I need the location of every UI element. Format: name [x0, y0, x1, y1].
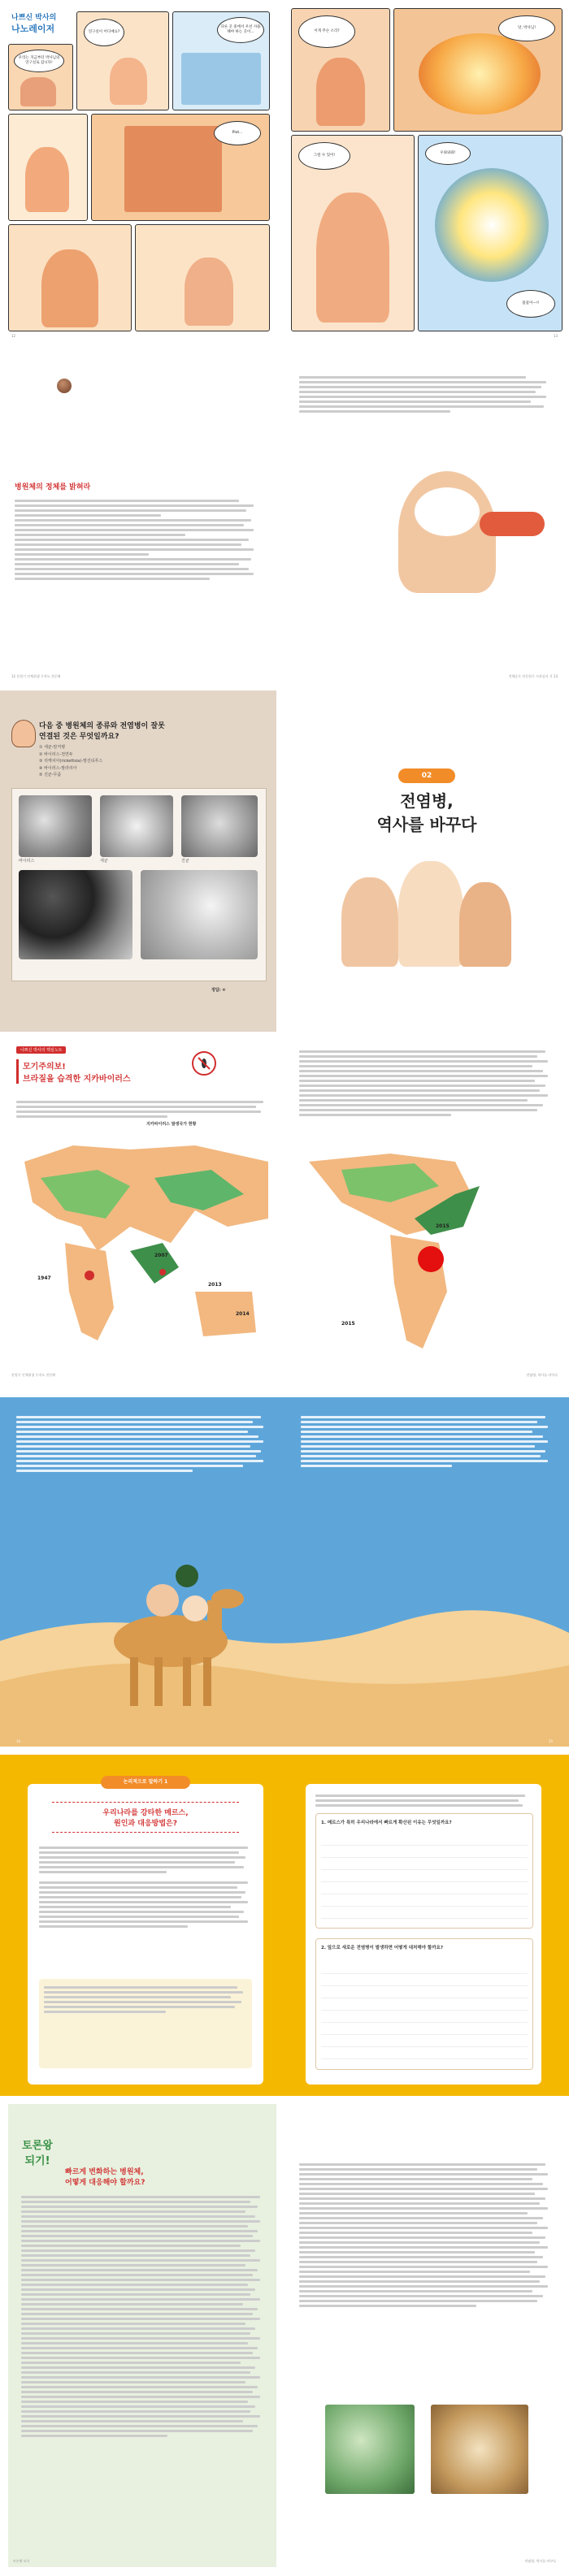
micrograph-caption: 바이러스 [19, 859, 35, 864]
speech-bubble: 이게 무슨 소리? [298, 15, 355, 48]
chapter-title [350, 788, 504, 835]
discussion-card-right [306, 1784, 541, 2085]
right-text-page [293, 357, 561, 682]
comic-panel [8, 114, 88, 221]
page-number: 12 [11, 674, 16, 678]
question-text: 2. 앞으로 새로운 전염병이 발생하면 어떻게 대처해야 할까요? [321, 1946, 444, 1950]
comic-right-page [291, 0, 561, 341]
explosion-illustration [435, 168, 549, 282]
scientist-avatar [11, 720, 36, 747]
character-illustration [316, 58, 365, 126]
character-illustration [110, 58, 147, 105]
map-year-label: 2013 [208, 1282, 222, 1288]
riders-illustration [146, 1565, 208, 1621]
comic-title-line2: 나노레이저 [11, 24, 55, 34]
answer-area[interactable] [321, 1962, 528, 2063]
city-illustration [181, 53, 261, 105]
speech-bubble: 불꽃이—!! [506, 290, 555, 318]
micrograph-image [100, 795, 173, 857]
body-text [39, 1844, 252, 1930]
quiz-option[interactable]: ① 세균-탄저병 [39, 745, 66, 750]
comic-left-page [8, 0, 276, 341]
quiz-page [0, 691, 276, 1032]
map-year-label: 2015 [341, 1321, 355, 1327]
page-number: 14 [16, 1739, 21, 1743]
quiz-title [39, 720, 267, 741]
world-map-east [8, 1129, 276, 1365]
world-map-west [293, 1145, 561, 1365]
question-box [315, 1938, 533, 2070]
page-footer: 토론왕 되기 [13, 2559, 30, 2563]
body-text [16, 1098, 268, 1120]
question-box [315, 1813, 533, 1929]
debate-badge-line2: 되기! [24, 2155, 50, 2167]
comic-title-line1: 나쁘신 박사의 [11, 14, 57, 22]
page-footer: 전염병, 역사를 바꾸다 [524, 2559, 556, 2563]
zika-left-page [8, 1040, 276, 1381]
footer-text: 전체증로 전문원기 시작실의 식 [508, 674, 553, 678]
mers-spread [0, 1755, 569, 2096]
body-text [21, 2193, 265, 2440]
left-text-page [8, 357, 268, 682]
question-text: 1. 메르스가 특히 우리나라에서 빠르게 확산된 이유는 무엇일까요? [321, 1821, 452, 1825]
comic-panel [135, 224, 270, 331]
body-text [299, 1048, 553, 1119]
speech-bubble: 연구실이 어디예요? [84, 19, 124, 46]
page-number: 13 [553, 674, 558, 678]
quiz-options [39, 744, 250, 779]
zika-heading-line1: 모기주의보! [23, 1063, 66, 1072]
zika-heading [16, 1059, 131, 1084]
page-number: 15 [548, 1739, 553, 1743]
scientist-illustration [341, 463, 553, 601]
chapter-title-line2: 역사를 바꾸다 [376, 815, 477, 834]
comic-panel [91, 114, 270, 221]
discussion-card-left [28, 1779, 263, 2085]
map-year-label: 2014 [236, 1311, 250, 1317]
debate-spread [0, 2104, 569, 2576]
body-text [15, 497, 258, 582]
photo [325, 2405, 415, 2494]
body-text [315, 1792, 532, 1809]
info-box [39, 1979, 252, 2068]
page-footer [509, 674, 558, 679]
explosion-illustration [419, 33, 541, 115]
comic-panel [76, 11, 169, 110]
zika-right-page [293, 1040, 561, 1381]
micrograph-caption: 진균 [181, 859, 189, 864]
desert-illustration [0, 1552, 569, 1747]
discussion-title-line2: 원인과 대응방법은? [114, 1820, 177, 1828]
micrograph-image [181, 795, 258, 857]
comic-panel [172, 11, 270, 110]
speech-bubble: 우리는 지금부터 박사님의 연구실로 갑니다! [14, 50, 64, 72]
quiz-title-line2: 연결된 것은 무엇일까요? [39, 733, 119, 741]
speech-bubble: 그럴 수 있어! [298, 142, 350, 170]
comic-panel [291, 8, 390, 132]
map-title: 지카바이러스 발생국가 현황 [146, 1122, 197, 1127]
comic-panel [291, 135, 415, 331]
body-text [299, 374, 551, 415]
quiz-option[interactable]: ③ 리케치아(rickettsia)-발진티푸스 [39, 759, 103, 764]
speech-bubble: Plot... [214, 121, 261, 145]
debate-heading-line1: 빠르게 변화하는 병원체, [65, 2168, 144, 2176]
debate-left-page [8, 2104, 276, 2567]
characters-illustration [341, 853, 512, 975]
chapter-number: 02 [398, 768, 455, 783]
body-text [299, 2161, 553, 2310]
answer-label: 정답: ④ [211, 988, 226, 993]
debate-heading-line2: 어떻게 대응해야 할까요? [65, 2179, 146, 2187]
speech-bubble: 다른 곳 중에서 우선 사용해야 하는 곳이... [217, 17, 264, 43]
page-footer: 분열기 인체위생 무작도 전문해 [11, 1373, 56, 1377]
map-year-label: 1947 [37, 1275, 51, 1281]
character-illustration [41, 249, 98, 327]
footer-text: 분열기 인체위생 무작도 전문해 [16, 674, 61, 678]
quiz-chapter-spread [0, 691, 569, 1032]
body-text-right [301, 1414, 553, 1470]
mosquito-icon [192, 1051, 216, 1076]
discussion-title [52, 1802, 239, 1833]
quiz-option[interactable]: ④ 바이러스-말라리아 [39, 765, 77, 771]
photo [431, 2405, 528, 2494]
page-number: 12 [11, 334, 16, 338]
debate-heading [65, 2166, 268, 2187]
quiz-option[interactable]: ⑤ 진균-무좀 [39, 773, 62, 777]
micrograph-image [19, 795, 92, 857]
quiz-option[interactable]: ② 바이러스-천연두 [39, 751, 73, 757]
comic-spread [0, 0, 569, 341]
micrograph-panel [11, 788, 267, 981]
comic-panel [8, 44, 73, 110]
micrograph-image [141, 870, 258, 959]
building-illustration [124, 126, 222, 212]
page-footer: 전염병, 역사를 바꾸다 [526, 1373, 558, 1377]
discussion-badge: 논리적으로 말하기 1 [101, 1776, 190, 1789]
speech-bubble: 우와와와! [425, 142, 471, 165]
comic-title [11, 11, 68, 35]
comic-panel [418, 135, 562, 331]
debate-right-page [293, 2104, 561, 2567]
body-text-left [16, 1414, 268, 1474]
round-ornament [57, 379, 72, 393]
map-year-label: 2007 [154, 1253, 168, 1258]
chapter-opener-page [284, 691, 569, 1032]
page-number: 13 [553, 334, 558, 338]
comic-panel [393, 8, 562, 132]
map-year-label: 2015 [436, 1223, 450, 1229]
micrograph-image [19, 870, 132, 959]
micrograph-caption: 세균 [100, 859, 108, 864]
zika-spread [0, 1040, 569, 1381]
debate-badge [13, 2137, 62, 2167]
camel-spread [0, 1397, 569, 1747]
quiz-title-line1: 다음 중 병원체의 종류와 전염병이 잘못 [39, 722, 165, 730]
speech-bubble: 앗, 박사님! [498, 15, 555, 41]
comic-panel [8, 224, 132, 331]
text-spread [0, 357, 569, 682]
discussion-title-line1: 우리나라를 강타한 메르스, [102, 1809, 189, 1817]
character-illustration [20, 77, 56, 106]
page-footer [11, 674, 60, 679]
answer-area[interactable] [321, 1834, 528, 1921]
core-note-tag: 나쁘신 박사의 핵심노트 [16, 1046, 66, 1054]
debate-badge-line1: 토론왕 [22, 2140, 53, 2152]
character-illustration [185, 258, 233, 326]
section-heading: 병원체의 정체를 밝혀라 [15, 483, 91, 491]
character-illustration [25, 147, 69, 212]
chapter-title-line1: 전염병, [400, 791, 454, 811]
character-illustration [316, 193, 389, 323]
zika-heading-line2: 브라질을 습격한 지카바이러스 [23, 1075, 131, 1084]
